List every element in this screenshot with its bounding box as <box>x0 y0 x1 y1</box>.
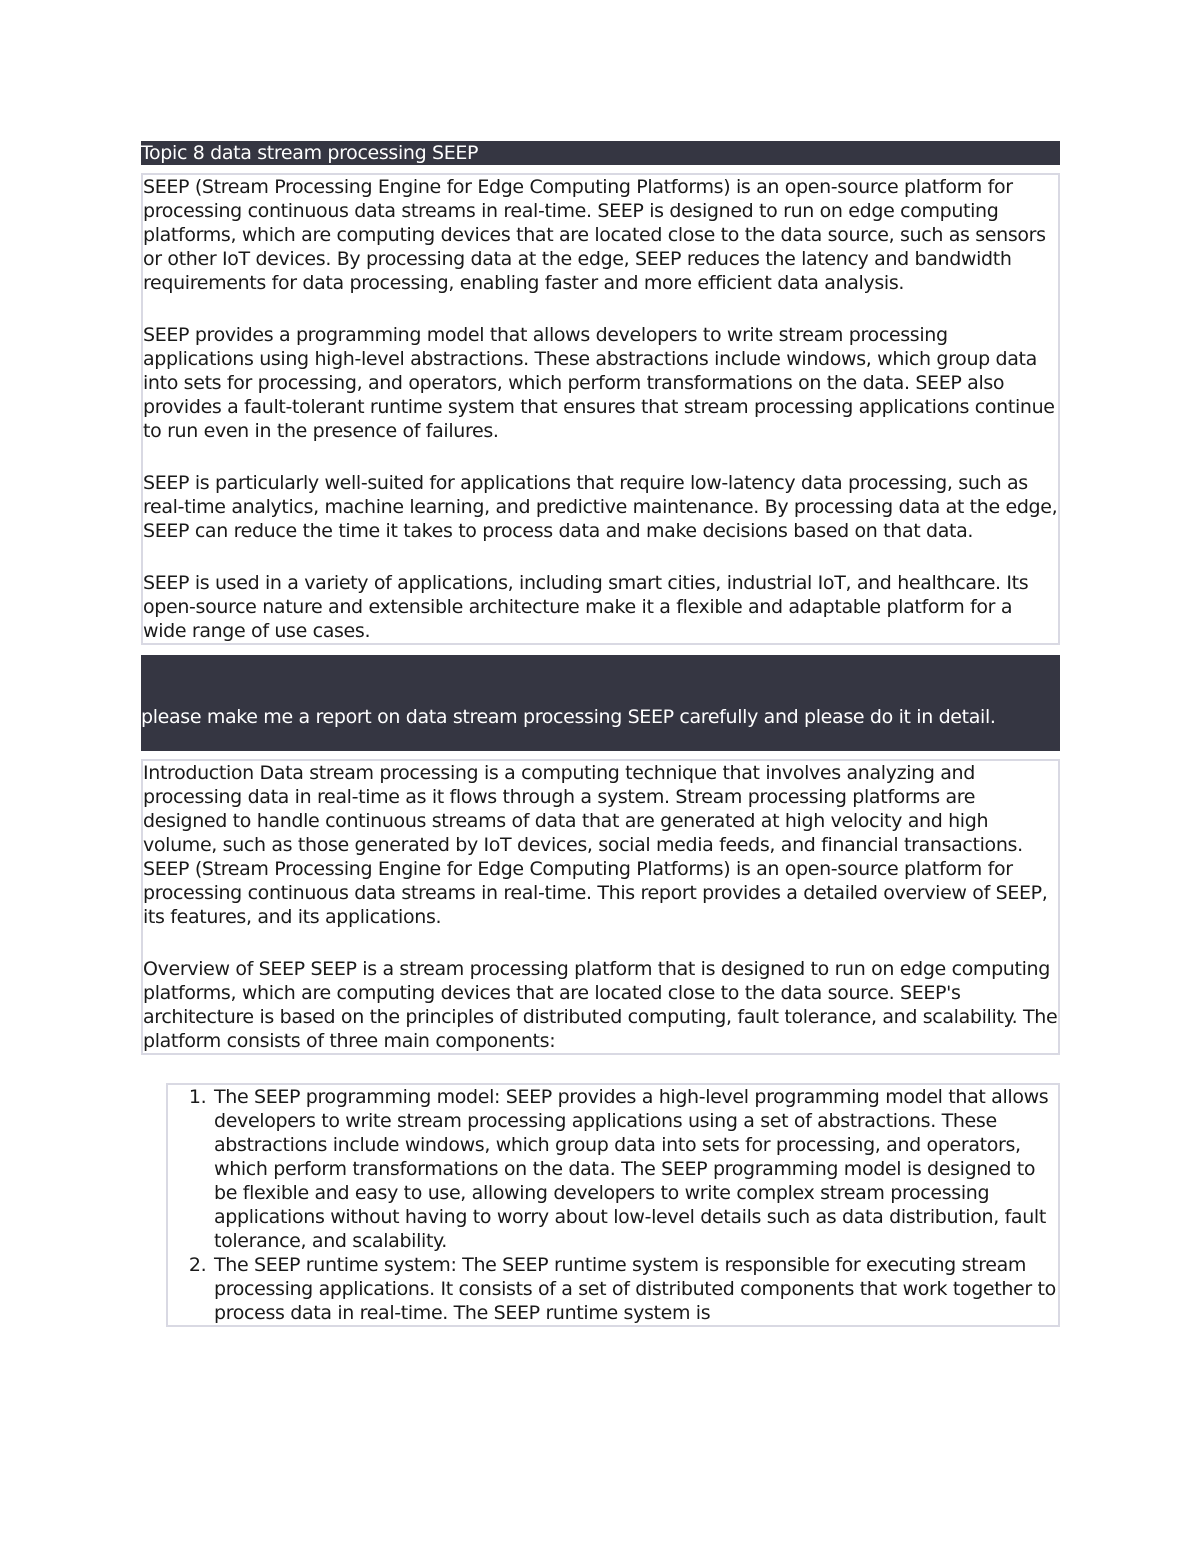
assistant-reply-1 <box>141 173 1060 645</box>
reply-2-paragraph-2: Overview of SEEP SEEP is a stream processing platform that is designed to run on edge computing platforms, which are computing devices that are located close to the data source. SEEP's architecture is based on the principles of distributed computing, fault tolerance, and scalability. The platform consists of three main components: <box>143 958 1058 1052</box>
reply-1-paragraph-1: SEEP (Stream Processing Engine for Edge Computing Platforms) is an open-source platform for processing continuous data streams in real-time. SEEP is designed to run on edge computing platforms, which are computing devices that are located close to the data source, such as sensors or other IoT devices. By processing data at the edge, SEEP reduces the latency and bandwidth requirements for data processing, enabling faster and more efficient data analysis. <box>143 176 1046 294</box>
document-page <box>141 141 1060 1327</box>
reply-1-paragraph-3: SEEP is particularly well-suited for applications that require low-latency data processing, such as real-time analytics, machine learning, and predictive maintenance. By processing data at the edge, SEEP can reduce the time it takes to process data and make decisions based on that data. <box>143 472 1058 542</box>
reply-1-paragraph-4: SEEP is used in a variety of applications, including smart cities, industrial IoT, and healthcare. Its open-source nature and extensible architecture make it a flexible and adaptable platform for a wide range of use cases. <box>143 572 1029 642</box>
list-item: 2. The SEEP runtime system: The SEEP runtime system is responsible for executing stream processing applications. It consists of a set of distributed components that work together to process data in real-time. The SEEP runtime system is <box>212 1253 1058 1325</box>
user-prompt-1: Topic 8 data stream processing SEEP <box>141 141 1060 165</box>
assistant-reply-2 <box>141 759 1060 1055</box>
reply-2-paragraph-1: Introduction Data stream processing is a computing technique that involves analyzing and processing data in real-time as it flows through a system. Stream processing platforms are designed to handle continuous streams of data that are generated at high velocity and high volume, such as those generated by IoT devices, social media feeds, and financial transactions. SEEP (Stream Processing Engine for Edge Computing Platforms) is an open-source platform for processing continuous data streams in real-time. This report provides a detailed overview of SEEP, its features, and its applications. <box>143 762 1048 928</box>
user-prompt-2: please make me a report on data stream processing SEEP carefully and please do it in detail. <box>141 655 1060 751</box>
reply-1-paragraph-2: SEEP provides a programming model that allows developers to write stream processing applications using high-level abstractions. These abstractions include windows, which group data into sets for processing, and operators, which perform transformations on the data. SEEP also provides a fault-tolerant runtime system that ensures that stream processing applications continue to run even in the presence of failures. <box>143 324 1055 442</box>
list-item: 1. The SEEP programming model: SEEP provides a high-level programming model that allows developers to write stream processing applications using a set of abstractions. These abstractions include windows, which group data into sets for processing, and operators, which perform transformations on the data. The SEEP programming model is designed to be flexible and easy to use, allowing developers to write complex stream processing applications without having to worry about low-level details such as data distribution, fault tolerance, and scalability. <box>212 1085 1058 1253</box>
components-list <box>168 1085 1058 1325</box>
components-list-box <box>166 1083 1060 1327</box>
